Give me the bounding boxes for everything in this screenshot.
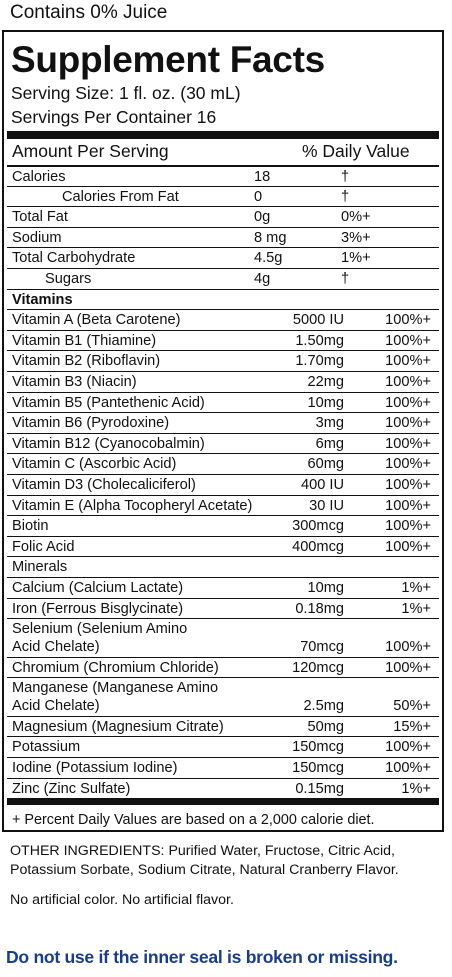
nutrient-amount: 2.5mg	[303, 698, 344, 715]
nutrient-name: Vitamin E (Alpha Tocopheryl Acetate)	[12, 497, 253, 514]
nutrient-name: Vitamins	[12, 291, 73, 308]
nutrient-row	[7, 392, 439, 414]
nutrient-amount: 0.18mg	[295, 600, 344, 617]
nutrient-row	[7, 412, 439, 434]
nutrient-amount: 8 mg	[254, 229, 287, 246]
nutrient-name: Vitamin B5 (Pantethenic Acid)	[12, 394, 205, 411]
nutrient-name: Total Carbohydrate	[12, 250, 136, 267]
nutrient-row	[7, 757, 439, 779]
daily-value-percent: 100%+	[385, 659, 431, 676]
nutrient-amount: 4.5g	[254, 250, 283, 267]
nutrient-amount: 30 IU	[309, 497, 344, 514]
supplement-facts-panel	[2, 30, 444, 832]
nutrient-row	[7, 474, 439, 496]
daily-value-percent: 100%+	[385, 312, 431, 329]
nutrient-name: Vitamin B6 (Pyrodoxine)	[12, 415, 170, 432]
nutrient-amount: 3mg	[315, 415, 344, 432]
nutrient-row	[7, 716, 439, 738]
nutrient-name: Calories From Fat	[62, 188, 179, 205]
other-ingredients-line: Potassium Sorbate, Sodium Citrate, Natural Cranberry Flavor.	[10, 862, 399, 878]
nutrient-row	[7, 268, 439, 290]
nutrient-name: Vitamin D3 (Cholecaliciferol)	[12, 477, 196, 493]
daily-value-percent: 100%+	[385, 456, 431, 473]
nutrient-row	[7, 657, 439, 679]
nutrient-name: Magnesium (Magnesium Citrate)	[12, 718, 224, 735]
daily-value-percent: 100%+	[385, 353, 431, 370]
nutrient-amount: 18	[254, 169, 271, 185]
daily-value-percent: 1%+	[341, 250, 371, 267]
servings-per-container: Servings Per Container 16	[11, 107, 217, 127]
daily-value-percent: 3%+	[341, 229, 371, 246]
nutrient-row	[7, 309, 439, 331]
other-ingredients-line: OTHER INGREDIENTS: Purified Water, Fructose, Citric Acid,	[10, 843, 395, 859]
daily-value-percent: 50%+	[393, 698, 431, 715]
other-ingredients	[10, 842, 399, 880]
daily-value-percent: 15%+	[393, 718, 431, 735]
thick-rule	[7, 131, 439, 139]
nutrient-row	[7, 247, 439, 269]
nutrient-row	[7, 371, 439, 393]
nutrient-amount: 1.50mg	[295, 332, 344, 349]
nutrient-name: Iodine (Potassium Iodine)	[12, 760, 178, 776]
seal-warning: Do not use if the inner seal is broken or missing.	[6, 947, 398, 967]
daily-value-percent: 100%+	[385, 477, 431, 493]
nutrient-name: Vitamin A (Beta Carotene)	[12, 312, 181, 329]
nutrient-name: Vitamin B1 (Thiamine)	[12, 332, 157, 349]
nutrient-row	[7, 186, 439, 208]
nutrient-name: Total Fat	[12, 209, 68, 226]
nutrient-name: Manganese (Manganese Amino	[12, 680, 219, 697]
nutrient-amount: 4g	[254, 271, 271, 287]
nutrient-amount: 6mg	[315, 435, 344, 452]
no-artificial-note: No artificial color. No artificial flavor.	[10, 892, 234, 908]
serving-size: Serving Size: 1 fl. oz. (30 mL)	[11, 83, 241, 103]
daily-value-percent: 100%+	[385, 518, 431, 535]
nutrient-row	[7, 206, 439, 228]
daily-value-percent: 100%+	[385, 394, 431, 411]
daily-value-percent: †	[341, 169, 350, 185]
nutrient-amount: 5000 IU	[292, 312, 344, 329]
panel-title: Supplement Facts	[11, 39, 325, 80]
top-note: Contains 0% Juice	[10, 2, 168, 23]
nutrient-name: Sugars	[45, 271, 92, 287]
nutrient-row	[7, 598, 439, 620]
nutrient-amount: 10mg	[307, 394, 344, 411]
nutrient-row	[7, 736, 439, 758]
daily-value-percent: 100%+	[385, 497, 431, 514]
nutrient-name: Potassium	[12, 739, 81, 756]
nutrient-amount: 400mcg	[292, 538, 344, 555]
section-header-row	[7, 289, 439, 311]
nutrient-row	[7, 495, 439, 517]
daily-value-percent: 100%+	[385, 760, 431, 776]
nutrient-row	[7, 515, 439, 537]
nutrient-name: Biotin	[12, 518, 49, 535]
nutrient-name: Iron (Ferrous Bisglycinate)	[12, 600, 184, 617]
nutrient-amount: 50mg	[307, 718, 344, 735]
amount-per-serving-header: Amount Per Serving	[12, 141, 169, 161]
nutrient-amount: 70mcg	[300, 639, 344, 656]
daily-value-percent: 1%+	[401, 580, 431, 596]
nutrient-row	[7, 677, 439, 717]
daily-value-percent: 1%+	[401, 600, 431, 617]
nutrient-row	[7, 453, 439, 475]
daily-value-percent: 1%+	[401, 780, 431, 797]
nutrient-name: Vitamin B3 (Niacin)	[12, 374, 137, 390]
nutrient-amount: 0g	[254, 209, 271, 226]
nutrient-name: Vitamin B2 (Riboflavin)	[12, 353, 161, 370]
nutrient-name: Vitamin B12 (Cyanocobalmin)	[12, 435, 205, 452]
nutrient-row	[7, 433, 439, 455]
nutrient-amount: 0.15mg	[295, 780, 344, 797]
section-header-row	[7, 556, 439, 578]
daily-value-percent: 100%+	[385, 639, 431, 656]
nutrient-row	[7, 227, 439, 249]
nutrient-name-continued: Acid Chelate)	[12, 698, 100, 715]
nutrient-amount: 22mg	[307, 374, 344, 390]
daily-value-percent: 100%+	[385, 332, 431, 349]
nutrient-name: Folic Acid	[12, 538, 75, 555]
nutrient-row	[7, 350, 439, 372]
nutrient-amount: 0	[254, 188, 263, 205]
daily-value-header: % Daily Value	[302, 141, 410, 161]
nutrient-row	[7, 778, 439, 800]
nutrient-name: Sodium	[12, 229, 62, 246]
nutrient-amount: 120mcg	[292, 659, 344, 676]
nutrient-amount: 400 IU	[301, 477, 344, 493]
nutrient-row	[7, 536, 439, 558]
daily-value-percent: 100%+	[385, 435, 431, 452]
daily-value-percent: 100%+	[385, 415, 431, 432]
daily-value-percent: †	[341, 188, 350, 205]
nutrient-amount: 300mcg	[292, 518, 344, 535]
daily-value-percent: †	[341, 271, 350, 287]
nutrient-name: Calcium (Calcium Lactate)	[12, 580, 184, 596]
daily-value-percent: 100%+	[385, 374, 431, 390]
thick-rule-bottom	[7, 798, 439, 805]
nutrient-amount: 150mcg	[292, 760, 344, 776]
nutrient-row	[7, 330, 439, 352]
nutrient-name: Zinc (Zinc Sulfate)	[12, 780, 131, 797]
nutrient-name: Vitamin C (Ascorbic Acid)	[12, 456, 177, 473]
daily-value-footnote: + Percent Daily Values are based on a 2,000 calorie diet.	[12, 812, 375, 828]
nutrient-row	[7, 618, 439, 658]
daily-value-percent: 100%+	[385, 739, 431, 756]
nutrient-row	[7, 577, 439, 599]
nutrient-amount: 10mg	[307, 580, 344, 596]
nutrient-name: Calories	[12, 169, 66, 185]
nutrient-name: Minerals	[12, 559, 68, 576]
nutrient-amount: 60mg	[307, 456, 344, 473]
nutrient-name: Chromium (Chromium Chloride)	[12, 659, 219, 676]
nutrient-amount: 150mcg	[292, 739, 344, 756]
daily-value-percent: 100%+	[385, 538, 431, 555]
nutrient-name: Selenium (Selenium Amino	[12, 621, 188, 638]
daily-value-percent: 0%+	[341, 209, 371, 226]
nutrient-name-continued: Acid Chelate)	[12, 639, 100, 656]
nutrient-row	[7, 165, 439, 188]
nutrient-amount: 1.70mg	[295, 353, 344, 370]
